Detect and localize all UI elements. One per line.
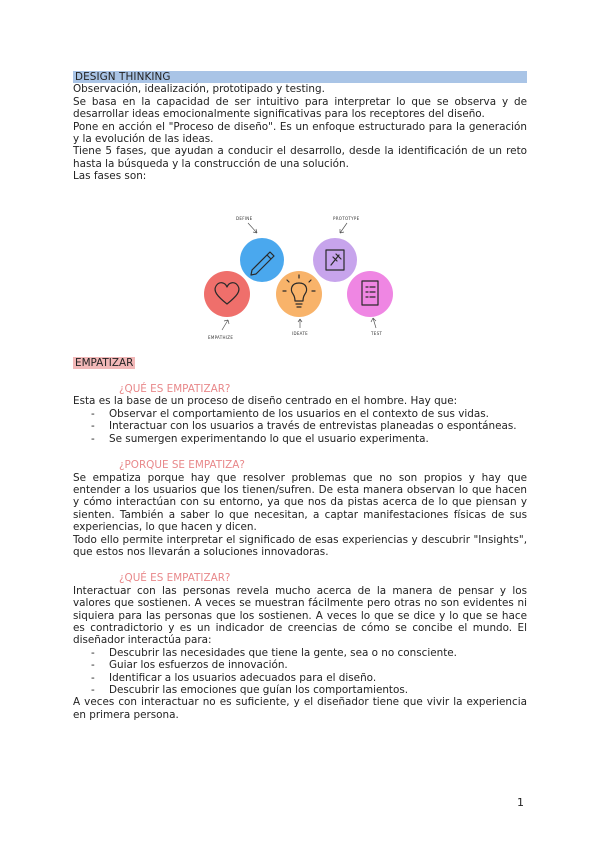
list-item: - Guiar los esfuerzos de innovación. — [91, 659, 527, 671]
q2-subheading: ¿PORQUE SE EMPATIZA? — [119, 459, 245, 472]
empatizar-heading: EMPATIZAR — [75, 356, 134, 369]
list-item: - Observar el comportamiento de los usuarios en el contexto de sus vidas. — [91, 408, 527, 420]
empathize-arrow-icon — [222, 320, 229, 330]
q1-list — [73, 408, 527, 445]
design-paragraph-4: Tiene 5 fases, que ayudan a conducir el desarrollo, desde la identificación de un reto hasta la búsqueda y la construcción de una solución. — [73, 145, 527, 170]
list-item: - Se sumergen experimentando lo que el usuario experimenta. — [91, 433, 527, 445]
design-thinking-heading: DESIGN THINKING — [73, 71, 527, 83]
ideate-label: IDEATE — [292, 331, 308, 336]
document-body — [73, 71, 527, 721]
design-paragraph-1: Observación, idealización, prototipado y testing. — [73, 83, 325, 96]
prototype-arrow-icon — [340, 223, 347, 233]
design-thinking-diagram — [200, 208, 400, 343]
design-paragraph-5: Las fases son: — [73, 170, 147, 183]
q1-subheading: ¿QUÉ ES EMPATIZAR? — [119, 383, 231, 396]
q3-list — [73, 647, 527, 697]
q2-paragraph-1: Se empatiza porque hay que resolver problemas que no son propios y hay que entender a los usuarios que los tienen/sufren. De esta manera observan lo que hacen y cómo interactúan con su entorno, ya que nos da pistas acerca de lo que piensan y sienten. También a saber lo que necesitan, a captar manifestaciones físicas de sus experiencias, lo que hacen y dicen. — [73, 471, 527, 534]
empathize-label: EMPATHIZE — [208, 335, 234, 340]
list-item: - Descubrir las necesidades que tiene la gente, sea o no consciente. — [91, 647, 527, 659]
q3-subheading: ¿QUÉ ES EMPATIZAR? — [119, 572, 231, 585]
list-item: - Descubrir las emociones que guían los comportamientos. — [91, 684, 527, 696]
define-arrow-icon — [248, 223, 257, 233]
q3-paragraph-2: A veces con interactuar no es suficiente, y el diseñador tiene que vivir la experiencia en primera persona. — [73, 696, 527, 721]
q1-intro: Esta es la base de un proceso de diseño centrado en el hombre. Hay que: — [73, 395, 458, 408]
q3-paragraph-1: Interactuar con las personas revela mucho acerca de la manera de pensar y los valores que sostienen. A veces se muestran fácilmente pero otras no son evidentes ni siquiera para las personas que los sostienen. A veces lo que se dice y lo que se hace es contradictorio y es un indicador de creencias de cómo se concibe el mundo. El diseñador interactúa para: — [73, 584, 527, 647]
q2-paragraph-2: Todo ello permite interpretar el significado de esas experiencias y descubrir "Insights", que estos nos llevarán a soluciones innovadoras. — [73, 533, 527, 558]
ideate-arrow-icon — [298, 319, 302, 328]
define-label: DEFINE — [236, 216, 253, 221]
design-paragraph-3: Pone en acción el "Proceso de diseño". Es un enfoque estructurado para la generación y la evolución de las ideas. — [73, 120, 527, 146]
test-label: TEST — [371, 331, 383, 336]
prototype-label: PROTOTYPE — [333, 216, 360, 221]
list-item: - Interactuar con los usuarios a través de entrevistas planeadas o espontáneas. — [91, 420, 527, 432]
empathize-circle — [204, 271, 250, 317]
list-item: - Identificar a los usuarios adecuados para el diseño. — [91, 672, 527, 684]
design-paragraph-2: Se basa en la capacidad de ser intuitivo para interpretar lo que se observa y de desarrollar ideas emocionalmente significativas para los receptores del diseño. — [73, 95, 527, 121]
test-circle — [347, 271, 393, 317]
page-number: 1 — [517, 796, 524, 809]
test-arrow-icon — [371, 318, 376, 328]
